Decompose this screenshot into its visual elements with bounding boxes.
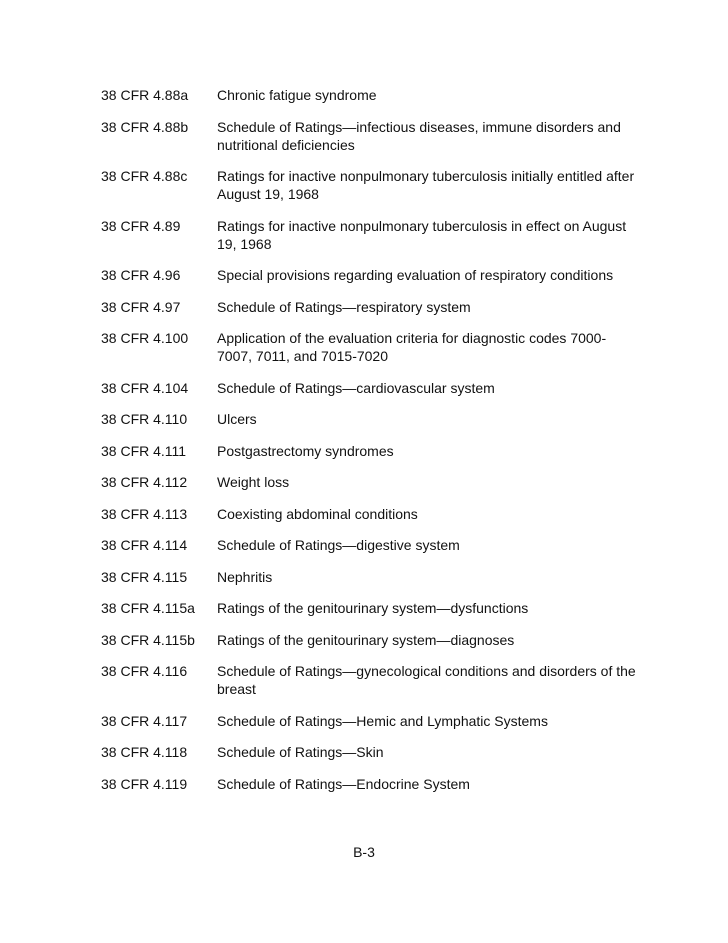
regulation-entry [101, 442, 641, 460]
regulation-entry [101, 329, 641, 365]
regulation-code: 38 CFR 4.112 [101, 474, 188, 490]
page-number: B-3 [353, 844, 375, 860]
regulation-title: Ratings for inactive nonpulmonary tuberculosis in effect on August 19, 1968 [217, 217, 627, 252]
regulation-title: Application of the evaluation criteria for diagnostic codes 7000-7007, 7011, and 7015-7020 [217, 330, 607, 364]
regulation-title: Nephritis [217, 568, 273, 585]
regulation-title: Ratings of the genitourinary system—dysfunctions [217, 600, 529, 616]
regulation-title: Weight loss [217, 474, 290, 490]
regulation-title: Schedule of Ratings—digestive system [217, 537, 460, 553]
regulation-code: 38 CFR 4.104 [101, 379, 189, 396]
regulation-title: Schedule of Ratings—Hemic and Lymphatic Systems [217, 712, 548, 729]
regulation-title: Ulcers [217, 411, 257, 427]
regulation-title: Ratings for inactive nonpulmonary tuberculosis initially entitled after August 19, 1968 [217, 168, 635, 202]
regulation-code: 38 CFR 4.117 [101, 712, 188, 729]
regulation-entry [101, 536, 641, 554]
regulation-entry [101, 298, 641, 316]
regulation-entry [101, 568, 641, 586]
regulation-entry [101, 379, 641, 397]
regulation-code: 38 CFR 4.116 [101, 663, 188, 679]
regulation-title: Chronic fatigue syndrome [217, 87, 377, 103]
regulation-code: 38 CFR 4.97 [101, 298, 181, 315]
regulation-code: 38 CFR 4.113 [101, 505, 188, 522]
regulation-entry [101, 662, 641, 698]
regulation-entry [101, 712, 641, 730]
regulation-code: 38 CFR 4.119 [101, 775, 188, 792]
regulation-list [101, 86, 641, 806]
regulation-entry [101, 775, 641, 793]
regulation-entry [101, 86, 641, 104]
regulation-entry [101, 410, 641, 428]
regulation-code: 38 CFR 4.111 [101, 442, 187, 459]
regulation-code: 38 CFR 4.88b [101, 118, 189, 135]
regulation-title: Schedule of Ratings—Skin [217, 744, 384, 760]
regulation-code: 38 CFR 4.115b [101, 631, 195, 648]
regulation-title: Postgastrectomy syndromes [217, 442, 394, 459]
regulation-code: 38 CFR 4.110 [101, 411, 188, 427]
regulation-entry [101, 217, 641, 253]
regulation-code: 38 CFR 4.88a [101, 87, 189, 103]
regulation-entry [101, 167, 641, 203]
regulation-code: 38 CFR 4.100 [101, 330, 189, 346]
regulation-entry [101, 631, 641, 649]
regulation-title: Schedule of Ratings—infectious diseases, immune disorders and nutritional deficiencies [217, 118, 621, 153]
regulation-code: 38 CFR 4.114 [101, 537, 188, 553]
regulation-title: Schedule of Ratings—Endocrine System [217, 775, 470, 792]
regulation-code: 38 CFR 4.88c [101, 168, 188, 184]
regulation-entry [101, 505, 641, 523]
regulation-title: Ratings of the genitourinary system—diagnoses [217, 631, 515, 648]
regulation-code: 38 CFR 4.115a [101, 600, 195, 616]
regulation-code: 38 CFR 4.115 [101, 568, 188, 585]
regulation-title: Special provisions regarding evaluation of respiratory conditions [217, 267, 614, 283]
regulation-entry [101, 118, 641, 154]
regulation-code: 38 CFR 4.89 [101, 217, 181, 234]
regulation-title: Schedule of Ratings—cardiovascular system [217, 379, 495, 396]
regulation-title: Schedule of Ratings—respiratory system [217, 298, 471, 315]
regulation-title: Coexisting abdominal conditions [217, 505, 418, 522]
regulation-title: Schedule of Ratings—gynecological conditions and disorders of the breast [217, 663, 636, 697]
regulation-entry [101, 743, 641, 761]
regulation-code: 38 CFR 4.118 [101, 744, 188, 760]
regulation-entry [101, 266, 641, 284]
regulation-entry [101, 473, 641, 491]
regulation-code: 38 CFR 4.96 [101, 267, 181, 283]
regulation-entry [101, 599, 641, 617]
